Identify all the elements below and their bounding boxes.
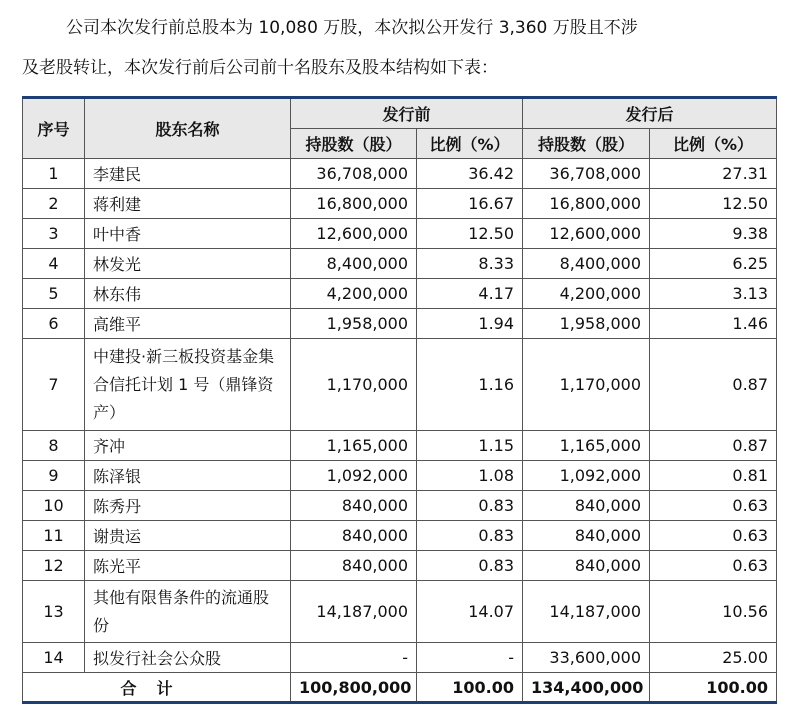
row-number: 4 — [23, 249, 85, 279]
header-name: 股东名称 — [85, 98, 291, 159]
before-shares: 840,000 — [291, 491, 417, 521]
table-row — [23, 309, 777, 339]
table-row — [23, 521, 777, 551]
after-ratio: 0.81 — [650, 461, 777, 491]
before-ratio: 1.15 — [417, 431, 523, 461]
row-number: 5 — [23, 279, 85, 309]
shareholder-name: 李建民 — [85, 159, 291, 189]
before-shares: 14,187,000 — [291, 581, 417, 643]
before-ratio: 8.33 — [417, 249, 523, 279]
shareholder-name: 叶中香 — [85, 219, 291, 249]
before-ratio: 1.16 — [417, 339, 523, 431]
header-before: 发行前 — [291, 98, 523, 129]
before-shares: 840,000 — [291, 521, 417, 551]
table-row — [23, 189, 777, 219]
after-ratio: 0.63 — [650, 521, 777, 551]
before-ratio: 4.17 — [417, 279, 523, 309]
table-row — [23, 219, 777, 249]
after-ratio: 9.38 — [650, 219, 777, 249]
row-number: 2 — [23, 189, 85, 219]
before-ratio: 16.67 — [417, 189, 523, 219]
after-ratio: 0.87 — [650, 431, 777, 461]
after-shares: 840,000 — [523, 521, 650, 551]
header-after: 发行后 — [523, 98, 777, 129]
after-ratio: 27.31 — [650, 159, 777, 189]
total-after-shares: 134,400,000 — [523, 673, 650, 703]
row-number: 6 — [23, 309, 85, 339]
before-ratio: 12.50 — [417, 219, 523, 249]
shareholder-name: 拟发行社会公众股 — [85, 643, 291, 673]
after-ratio: 3.13 — [650, 279, 777, 309]
before-ratio: 0.83 — [417, 551, 523, 581]
after-shares: 1,165,000 — [523, 431, 650, 461]
row-number: 12 — [23, 551, 85, 581]
row-number: 3 — [23, 219, 85, 249]
after-ratio: 25.00 — [650, 643, 777, 673]
row-number: 9 — [23, 461, 85, 491]
after-shares: 840,000 — [523, 491, 650, 521]
shareholder-name: 高维平 — [85, 309, 291, 339]
table-row — [23, 551, 777, 581]
table-row — [23, 339, 777, 431]
after-shares: 840,000 — [523, 551, 650, 581]
after-shares: 8,400,000 — [523, 249, 650, 279]
before-shares: 16,800,000 — [291, 189, 417, 219]
after-ratio: 1.46 — [650, 309, 777, 339]
total-row — [23, 673, 777, 703]
after-shares: 14,187,000 — [523, 581, 650, 643]
table-row — [23, 431, 777, 461]
before-ratio: 36.42 — [417, 159, 523, 189]
shareholder-table — [22, 96, 777, 704]
shareholder-name: 中建投·新三板投资基金集合信托计划 1 号（鼎锋资产） — [85, 339, 291, 431]
after-shares: 1,170,000 — [523, 339, 650, 431]
before-ratio: 1.94 — [417, 309, 523, 339]
header-before-shares: 持股数（股） — [291, 129, 417, 159]
shareholder-name: 齐冲 — [85, 431, 291, 461]
before-ratio: 0.83 — [417, 491, 523, 521]
after-ratio: 0.63 — [650, 551, 777, 581]
table-row — [23, 279, 777, 309]
before-shares: 1,092,000 — [291, 461, 417, 491]
table-row — [23, 249, 777, 279]
after-shares: 36,708,000 — [523, 159, 650, 189]
shareholder-name: 蒋利建 — [85, 189, 291, 219]
shareholder-name: 其他有限售条件的流通股份 — [85, 581, 291, 643]
row-number: 11 — [23, 521, 85, 551]
header-before-ratio: 比例（%） — [417, 129, 523, 159]
after-shares: 33,600,000 — [523, 643, 650, 673]
intro-paragraph — [22, 8, 780, 88]
table-row — [23, 643, 777, 673]
shareholder-name: 林东伟 — [85, 279, 291, 309]
row-number: 10 — [23, 491, 85, 521]
after-ratio: 0.63 — [650, 491, 777, 521]
before-shares: 8,400,000 — [291, 249, 417, 279]
row-number: 8 — [23, 431, 85, 461]
shareholder-name: 陈泽银 — [85, 461, 291, 491]
total-after-ratio: 100.00 — [650, 673, 777, 703]
before-shares: - — [291, 643, 417, 673]
shareholder-name: 陈光平 — [85, 551, 291, 581]
before-shares: 840,000 — [291, 551, 417, 581]
before-shares: 12,600,000 — [291, 219, 417, 249]
after-shares: 12,600,000 — [523, 219, 650, 249]
before-ratio: - — [417, 643, 523, 673]
after-shares: 16,800,000 — [523, 189, 650, 219]
shareholder-name: 林发光 — [85, 249, 291, 279]
before-shares: 36,708,000 — [291, 159, 417, 189]
row-number: 13 — [23, 581, 85, 643]
intro-line-2: 及老股转让，本次发行前后公司前十名股东及股本结构如下表： — [22, 58, 498, 78]
table-row — [23, 581, 777, 643]
after-ratio: 6.25 — [650, 249, 777, 279]
table-row — [23, 491, 777, 521]
total-before-shares: 100,800,000 — [291, 673, 417, 703]
table-row — [23, 159, 777, 189]
before-shares: 1,170,000 — [291, 339, 417, 431]
before-ratio: 14.07 — [417, 581, 523, 643]
header-after-ratio: 比例（%） — [650, 129, 777, 159]
after-ratio: 0.87 — [650, 339, 777, 431]
header-after-shares: 持股数（股） — [523, 129, 650, 159]
total-label: 合计 — [23, 673, 291, 703]
table-row — [23, 461, 777, 491]
shareholder-name: 陈秀丹 — [85, 491, 291, 521]
after-shares: 1,092,000 — [523, 461, 650, 491]
after-ratio: 10.56 — [650, 581, 777, 643]
before-ratio: 0.83 — [417, 521, 523, 551]
header-seq: 序号 — [23, 98, 85, 159]
after-ratio: 12.50 — [650, 189, 777, 219]
intro-line-1: 公司本次发行前总股本为 10,080 万股，本次拟公开发行 3,360 万股且不涉 — [66, 18, 638, 38]
row-number: 7 — [23, 339, 85, 431]
total-before-ratio: 100.00 — [417, 673, 523, 703]
row-number: 1 — [23, 159, 85, 189]
row-number: 14 — [23, 643, 85, 673]
before-shares: 1,165,000 — [291, 431, 417, 461]
shareholder-name: 谢贵运 — [85, 521, 291, 551]
after-shares: 1,958,000 — [523, 309, 650, 339]
before-shares: 1,958,000 — [291, 309, 417, 339]
before-ratio: 1.08 — [417, 461, 523, 491]
after-shares: 4,200,000 — [523, 279, 650, 309]
before-shares: 4,200,000 — [291, 279, 417, 309]
